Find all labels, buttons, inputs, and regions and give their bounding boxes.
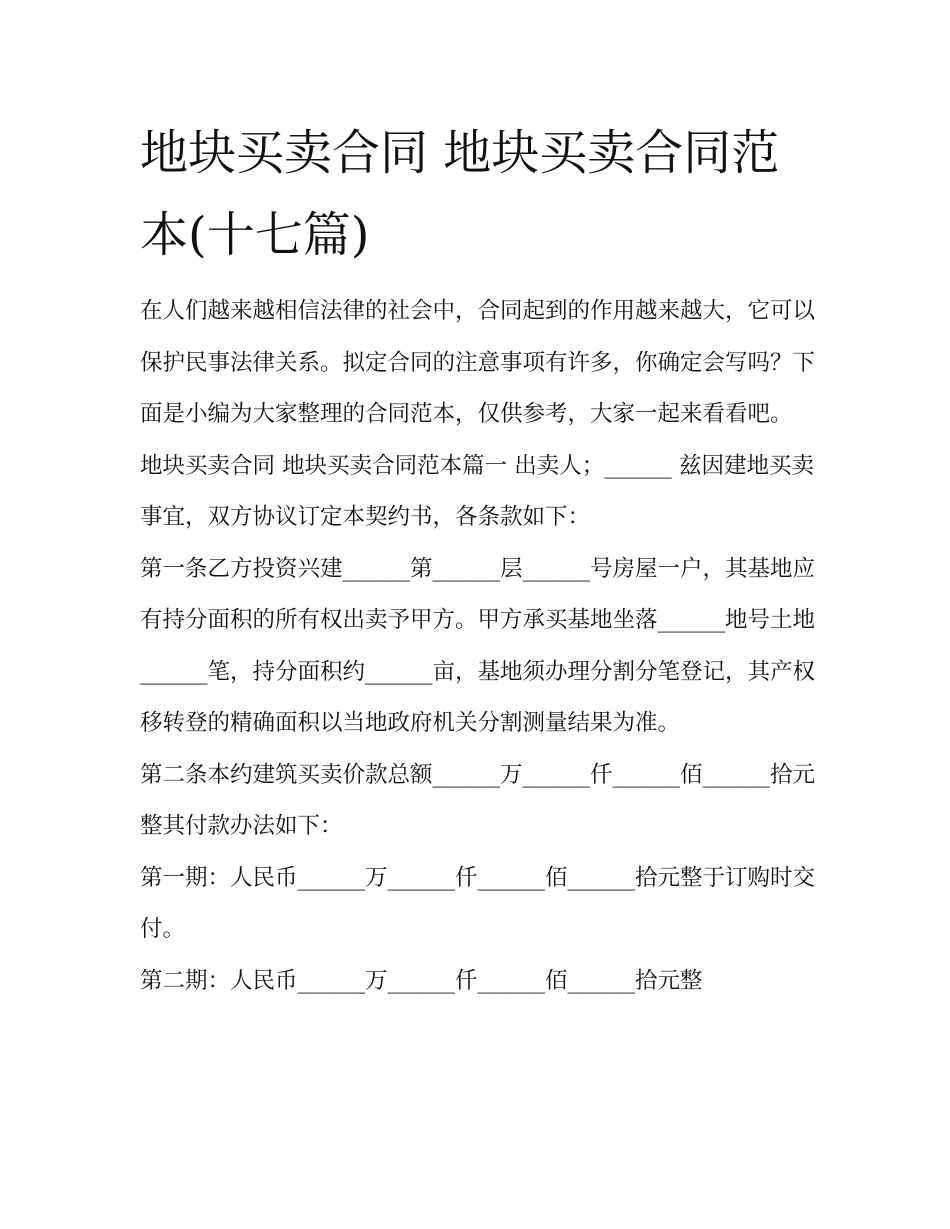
contract-opening-paragraph: 地块买卖合同 地块买卖合同范本篇一 出卖人；______ 兹因建地买卖事宜，双方协议订定本契约书，各条款如下： bbox=[140, 452, 814, 530]
article-2-paragraph: 第二条本约建筑买卖价款总额______万______仟______佰______拾元整其付款办法如下： bbox=[140, 761, 816, 839]
intro-paragraph: 在人们越来越相信法律的社会中，合同起到的作用越来越大，它可以保护民事法律关系。拟定合同的注意事项有许多，你确定会写吗？下面是小编为大家整理的合同范本，仅供参考，大家一起来看看吧。 bbox=[140, 298, 816, 427]
document-title: 地块买卖合同 地块买卖合同范本(十七篇) bbox=[140, 125, 780, 263]
document-page bbox=[140, 112, 818, 1007]
payment-phase-2-paragraph: 第二期：人民币______万______仟______佰______拾元整 bbox=[140, 967, 703, 994]
article-1-paragraph: 第一条乙方投资兴建______第______层______号房屋一户，其基地应有持分面积的所有权出卖予甲方。甲方承买基地坐落______地号土地______笔，持分面积约______亩，基地须办理分割分笔登记，其产权移转登的精确面积以当地政府机关分割测量结果为准。 bbox=[140, 555, 816, 736]
payment-phase-1-paragraph: 第一期：人民币______万______仟______佰______拾元整于订购时交付。 bbox=[140, 864, 816, 942]
